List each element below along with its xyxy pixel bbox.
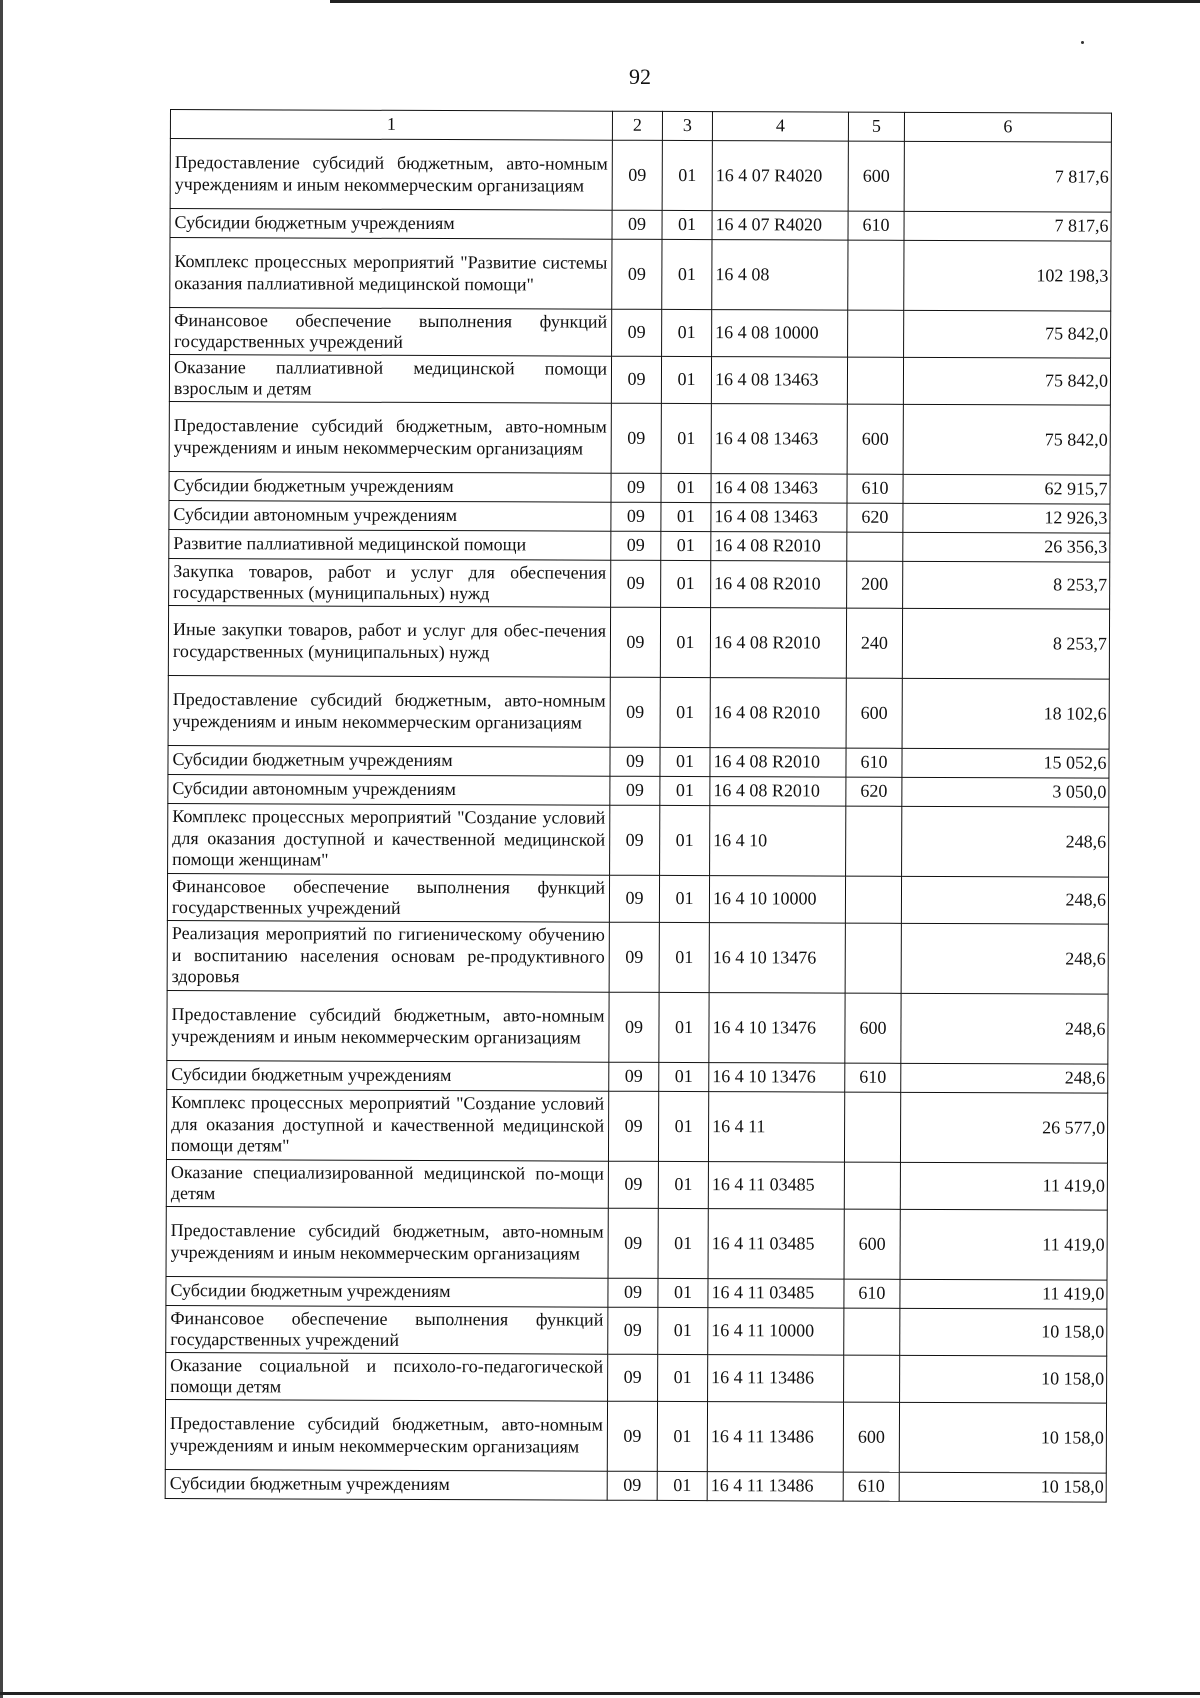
table-row (167, 990, 1108, 1064)
budget-table (165, 109, 1112, 1503)
row-subsection: 01 (661, 531, 711, 560)
row-subsection: 01 (661, 560, 711, 607)
row-expense-type: 610 (845, 1063, 901, 1092)
row-section: 09 (611, 502, 661, 531)
row-name: Субсидии бюджетным учреждениям (170, 209, 612, 240)
table-row (169, 471, 1110, 504)
row-target-code: 16 4 08 10000 (712, 310, 848, 358)
row-expense-type (846, 806, 902, 876)
row-expense-type: 200 (847, 561, 903, 608)
table-row (168, 803, 1109, 877)
table-row (170, 139, 1111, 213)
row-target-code: 16 4 11 13486 (708, 1355, 844, 1403)
row-name: Оказание паллиативной медицинской помощи взрослым и детям (169, 355, 611, 404)
row-amount: 75 842,0 (903, 357, 1110, 405)
table-row (166, 1276, 1107, 1309)
row-amount: 248,6 (901, 993, 1108, 1064)
row-name: Комплекс процессных мероприятий "Развитие системы оказания паллиативной медицинской помощи" (170, 238, 612, 310)
table-body (165, 139, 1111, 1503)
row-expense-type: 600 (844, 1209, 900, 1279)
row-expense-type (844, 1355, 900, 1402)
row-subsection: 01 (660, 607, 710, 677)
row-name: Оказание специализированной медицинской по-мощи детям (166, 1159, 608, 1208)
row-target-code: 16 4 08 (712, 240, 848, 311)
row-section: 09 (608, 1354, 658, 1401)
row-name: Предоставление субсидий бюджетным, авто-номным учреждениям и иным некоммерческим организациям (168, 675, 610, 747)
row-subsection: 01 (658, 1307, 708, 1354)
row-target-code: 16 4 08 R2010 (710, 748, 846, 778)
row-amount: 11 419,0 (900, 1162, 1107, 1210)
row-name: Субсидии автономным учреждениям (169, 500, 611, 531)
row-section: 09 (611, 356, 661, 403)
row-target-code: 16 4 11 (708, 1092, 844, 1163)
table-row (168, 774, 1109, 807)
row-expense-type (844, 1092, 900, 1162)
row-amount: 15 052,6 (902, 748, 1109, 778)
row-name: Предоставление субсидий бюджетным, авто-номным учреждениям и иным некоммерческим организациям (166, 1206, 608, 1278)
row-section: 09 (608, 1307, 658, 1354)
row-section: 09 (608, 1091, 658, 1161)
scan-edge-top (330, 0, 1200, 3)
row-target-code: 16 4 11 10000 (708, 1308, 844, 1356)
row-target-code: 16 4 10 (710, 806, 846, 877)
row-amount: 26 577,0 (900, 1092, 1107, 1163)
row-expense-type: 610 (843, 1472, 899, 1501)
table-row (166, 1352, 1107, 1403)
row-name: Субсидии бюджетным учреждениям (168, 745, 610, 776)
row-amount: 248,6 (901, 923, 1108, 994)
row-target-code: 16 4 10 13476 (709, 923, 845, 994)
row-amount: 7 817,6 (904, 141, 1111, 212)
row-amount: 8 253,7 (902, 608, 1109, 679)
table-row (166, 1159, 1107, 1210)
table-row (166, 1206, 1107, 1280)
row-subsection: 01 (658, 1091, 708, 1161)
row-target-code: 16 4 11 13486 (707, 1402, 843, 1473)
row-subsection: 01 (662, 309, 712, 356)
row-section: 09 (611, 531, 661, 560)
row-target-code: 16 4 08 R2010 (711, 561, 847, 609)
row-target-code: 16 4 08 R2010 (710, 608, 846, 679)
row-target-code: 16 4 11 03485 (708, 1162, 844, 1210)
row-name: Предоставление субсидий бюджетным, авто-номным учреждениям и иным некоммерческим организациям (165, 1399, 607, 1471)
row-subsection: 01 (660, 776, 710, 805)
row-expense-type: 240 (846, 608, 902, 678)
row-target-code: 16 4 08 13463 (711, 474, 847, 504)
row-subsection: 01 (661, 473, 711, 502)
column-header: 1 (170, 110, 612, 141)
row-amount: 3 050,0 (902, 777, 1109, 807)
row-target-code: 16 4 10 13476 (709, 993, 845, 1064)
row-target-code: 16 4 08 R2010 (710, 777, 846, 807)
row-target-code: 16 4 08 13463 (711, 404, 847, 475)
column-header: 4 (712, 112, 848, 142)
row-section: 09 (608, 1278, 658, 1307)
row-expense-type (848, 310, 904, 357)
row-name: Финансовое обеспечение выполнения функций государственных учреждений (170, 308, 612, 357)
column-header: 3 (662, 111, 712, 140)
row-section: 09 (609, 1062, 659, 1091)
row-name: Финансовое обеспечение выполнения функций государственных учреждений (166, 1305, 608, 1354)
row-subsection: 01 (659, 875, 709, 922)
scan-speck (1081, 41, 1084, 44)
table-row (169, 401, 1110, 475)
row-target-code: 16 4 07 R4020 (712, 211, 848, 241)
table-row (169, 355, 1110, 406)
table-row (167, 873, 1108, 924)
row-amount: 18 102,6 (902, 678, 1109, 749)
row-expense-type: 610 (848, 211, 904, 240)
row-section: 09 (611, 473, 661, 502)
row-expense-type: 610 (844, 1279, 900, 1308)
row-subsection: 01 (661, 502, 711, 531)
row-section: 09 (609, 992, 659, 1062)
row-expense-type: 600 (848, 141, 904, 211)
row-section: 09 (612, 309, 662, 356)
row-expense-type (844, 1308, 900, 1355)
row-amount: 10 158,0 (900, 1355, 1107, 1403)
row-section: 09 (609, 875, 659, 922)
row-amount: 10 158,0 (900, 1308, 1107, 1356)
table-row (169, 500, 1110, 533)
row-target-code: 16 4 08 13463 (711, 357, 847, 405)
row-amount: 11 419,0 (900, 1209, 1107, 1280)
row-expense-type (847, 532, 903, 561)
row-subsection: 01 (661, 403, 711, 473)
row-subsection: 01 (660, 805, 710, 875)
table-row (168, 745, 1109, 778)
row-subsection: 01 (659, 922, 709, 992)
row-subsection: 01 (657, 1401, 707, 1471)
row-name: Иные закупки товаров, работ и услуг для обес-печения государственных (муниципальных) нужд (168, 605, 610, 677)
row-subsection: 01 (658, 1278, 708, 1307)
row-amount: 7 817,6 (904, 211, 1111, 241)
row-target-code: 16 4 10 13476 (709, 1063, 845, 1093)
row-name: Субсидии бюджетным учреждениям (169, 471, 611, 502)
row-subsection: 01 (657, 1471, 707, 1500)
table-row (170, 209, 1111, 242)
row-amount: 248,6 (901, 1063, 1108, 1093)
row-name: Предоставление субсидий бюджетным, авто-номным учреждениям и иным некоммерческим организациям (167, 990, 609, 1062)
row-subsection: 01 (659, 992, 709, 1062)
table-row (165, 1469, 1106, 1502)
row-section: 09 (611, 560, 661, 607)
row-expense-type: 600 (847, 404, 903, 474)
row-expense-type: 610 (846, 748, 902, 777)
row-amount: 62 915,7 (903, 474, 1110, 504)
page-number: 92 (629, 64, 651, 89)
row-section: 09 (612, 140, 662, 210)
row-name: Оказание социальной и психоло-го-педагогической помощи детям (166, 1352, 608, 1401)
row-subsection: 01 (661, 356, 711, 403)
row-amount: 10 158,0 (899, 1402, 1106, 1473)
row-name: Субсидии бюджетным учреждениям (165, 1469, 607, 1500)
column-header: 5 (848, 112, 904, 141)
row-section: 09 (610, 747, 660, 776)
row-name: Реализация мероприятий по гигиеническому обучению и воспитанию населения основам ре-продуктивного здоровья (167, 920, 609, 992)
table-row (166, 1089, 1107, 1163)
row-target-code: 16 4 10 10000 (709, 876, 845, 924)
table-row (169, 529, 1110, 562)
table-header-row (170, 110, 1111, 143)
row-name: Комплекс процессных мероприятий "Создание условий для оказания доступной и качественной медицинской помощи женщинам" (168, 803, 610, 875)
row-amount: 11 419,0 (900, 1279, 1107, 1309)
column-header: 6 (904, 112, 1111, 142)
row-section: 09 (610, 677, 660, 747)
row-subsection: 01 (660, 677, 710, 747)
row-section: 09 (608, 1161, 658, 1208)
table-row (170, 308, 1111, 359)
row-expense-type (845, 923, 901, 993)
table-row (167, 920, 1108, 994)
row-section: 09 (608, 1208, 658, 1278)
row-name: Закупка товаров, работ и услуг для обеспечения государственных (муниципальных) нужд (169, 558, 611, 607)
row-name: Предоставление субсидий бюджетным, авто-номным учреждениям и иным некоммерческим организациям (170, 139, 612, 211)
row-amount: 248,6 (902, 806, 1109, 877)
row-subsection: 01 (658, 1161, 708, 1208)
row-name: Комплекс процессных мероприятий "Создание условий для оказания доступной и качественной медицинской помощи детям" (166, 1089, 608, 1161)
row-expense-type (845, 876, 901, 923)
row-amount: 75 842,0 (903, 404, 1110, 475)
table-row (165, 1399, 1106, 1473)
row-subsection: 01 (659, 1062, 709, 1091)
table-row (168, 675, 1109, 749)
row-section: 09 (611, 403, 661, 473)
row-amount: 26 356,3 (903, 532, 1110, 562)
row-section: 09 (610, 776, 660, 805)
row-expense-type (844, 1162, 900, 1209)
row-target-code: 16 4 11 03485 (708, 1209, 844, 1280)
row-section: 09 (607, 1401, 657, 1471)
row-subsection: 01 (662, 140, 712, 210)
row-section: 09 (610, 805, 660, 875)
row-name: Предоставление субсидий бюджетным, авто-номным учреждениям и иным некоммерческим организациям (169, 401, 611, 473)
row-expense-type: 600 (846, 678, 902, 748)
row-section: 09 (607, 1471, 657, 1500)
row-expense-type: 620 (846, 777, 902, 806)
row-subsection: 01 (658, 1354, 708, 1401)
scan-edge-left (0, 0, 3, 1698)
row-amount: 12 926,3 (903, 503, 1110, 533)
row-amount: 102 198,3 (904, 240, 1111, 311)
row-subsection: 01 (658, 1208, 708, 1278)
row-expense-type (848, 240, 904, 310)
row-subsection: 01 (660, 747, 710, 776)
row-subsection: 01 (662, 210, 712, 239)
scan-edge-bottom (0, 1692, 1200, 1695)
row-target-code: 16 4 11 13486 (707, 1472, 843, 1502)
row-target-code: 16 4 11 03485 (708, 1279, 844, 1309)
row-name: Развитие паллиативной медицинской помощи (169, 529, 611, 560)
row-target-code: 16 4 07 R4020 (712, 141, 848, 212)
row-amount: 10 158,0 (899, 1472, 1106, 1502)
column-header: 2 (612, 111, 662, 140)
table-row (170, 238, 1111, 312)
row-section: 09 (612, 239, 662, 309)
row-target-code: 16 4 08 13463 (711, 503, 847, 533)
row-amount: 8 253,7 (903, 561, 1110, 609)
row-expense-type: 620 (847, 503, 903, 532)
row-name: Субсидии бюджетным учреждениям (166, 1276, 608, 1307)
row-section: 09 (609, 922, 659, 992)
table-row (168, 605, 1109, 679)
row-expense-type: 610 (847, 474, 903, 503)
row-section: 09 (610, 607, 660, 677)
row-expense-type: 600 (843, 1402, 899, 1472)
row-expense-type: 600 (845, 993, 901, 1063)
row-expense-type (847, 357, 903, 404)
row-name: Финансовое обеспечение выполнения функций государственных учреждений (167, 873, 609, 922)
row-target-code: 16 4 08 R2010 (711, 532, 847, 562)
table-row (166, 1305, 1107, 1356)
row-subsection: 01 (662, 239, 712, 309)
row-target-code: 16 4 08 R2010 (710, 678, 846, 749)
row-section: 09 (612, 210, 662, 239)
row-name: Субсидии автономным учреждениям (168, 774, 610, 805)
table-row (167, 1060, 1108, 1093)
row-name: Субсидии бюджетным учреждениям (167, 1060, 609, 1091)
row-amount: 75 842,0 (904, 310, 1111, 358)
row-amount: 248,6 (901, 876, 1108, 924)
table-row (169, 558, 1110, 609)
